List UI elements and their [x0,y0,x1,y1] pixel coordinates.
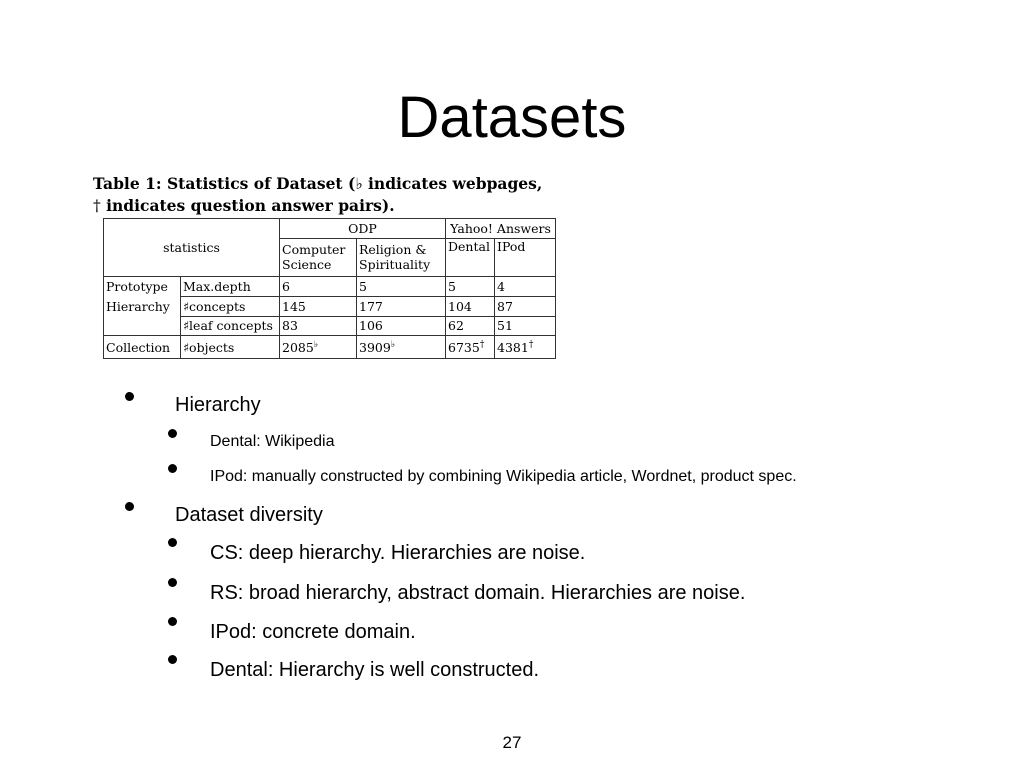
header-dental: Dental [446,238,495,276]
cell-ipod: 87 [495,296,556,316]
header-yahoo-answers: Yahoo! Answers [446,219,556,239]
header-religion-spirituality: Religion & Spirituality [357,238,446,276]
cell-cs: 83 [280,316,357,336]
cell-dental [446,336,495,359]
table-header-row-1 [104,219,556,239]
statistics-table [103,218,556,359]
cell-rs: 177 [357,296,446,316]
row-group-label: Hierarchy [104,296,181,316]
page-number: 27 [502,733,522,752]
slide-title: Datasets [397,85,627,150]
cell-value: 6735 [448,339,480,355]
row-stat-label: ♯concepts [181,296,280,316]
table-row [104,336,556,359]
header-ipod: IPod [495,238,556,276]
cell-dental: 5 [446,277,495,297]
bullet-diversity-cs: CS: deep hierarchy. Hierarchies are noise. [210,542,586,564]
cell-dental: 62 [446,316,495,336]
bullet-diversity-dental: Dental: Hierarchy is well constructed. [210,659,540,681]
row-stat-label: ♯objects [181,336,280,359]
caption-prefix: Table 1: Statistics of Dataset ( [93,174,356,193]
header-statistics: statistics [104,219,280,277]
bullet-hierarchy-ipod: IPod: manually constructed by combining Wikipedia article, Wordnet, product spec. [210,468,797,485]
webpage-mark: ♭ [313,339,319,350]
cell-cs: 145 [280,296,357,316]
cell-rs: 5 [357,277,446,297]
bullet-hierarchy-dental: Dental: Wikipedia [210,433,335,450]
row-stat-label: Max.depth [181,277,280,297]
cell-dental: 104 [446,296,495,316]
cell-rs [357,336,446,359]
cell-cs [280,336,357,359]
table-row [104,277,556,297]
webpage-mark: ♭ [390,339,396,350]
cell-value: 3909 [359,339,391,355]
caption-qa-pairs: indicates question answer pairs). [100,196,395,215]
bullet-dataset-diversity: Dataset diversity [175,504,323,526]
cell-value: 4381 [497,339,529,355]
bullet-diversity-ipod: IPod: concrete domain. [210,621,416,643]
caption-line-2 [93,195,613,217]
cell-cs: 6 [280,277,357,297]
caption-webpages: indicates webpages, [362,174,543,193]
row-group-label: Prototype [104,277,181,297]
bullet-diversity-rs: RS: broad hierarchy, abstract domain. Hierarchies are noise. [210,582,746,604]
caption-line-1 [93,173,613,195]
row-group-empty [104,316,181,336]
table-row [104,316,556,336]
bullet-hierarchy: Hierarchy [175,394,261,416]
row-group-label: Collection [104,336,181,359]
dagger-symbol: † [93,197,101,215]
cell-value: 2085 [282,339,314,355]
cell-ipod: 4 [495,277,556,297]
qa-mark: † [479,339,485,350]
row-stat-label: ♯leaf concepts [181,316,280,336]
cell-ipod: 51 [495,316,556,336]
cell-ipod [495,336,556,359]
cell-rs: 106 [357,316,446,336]
header-computer-science: Computer Science [280,238,357,276]
table-caption [93,173,613,217]
table-row [104,296,556,316]
qa-mark: † [528,339,534,350]
flat-symbol: ♭ [355,175,363,193]
header-odp: ODP [280,219,446,239]
